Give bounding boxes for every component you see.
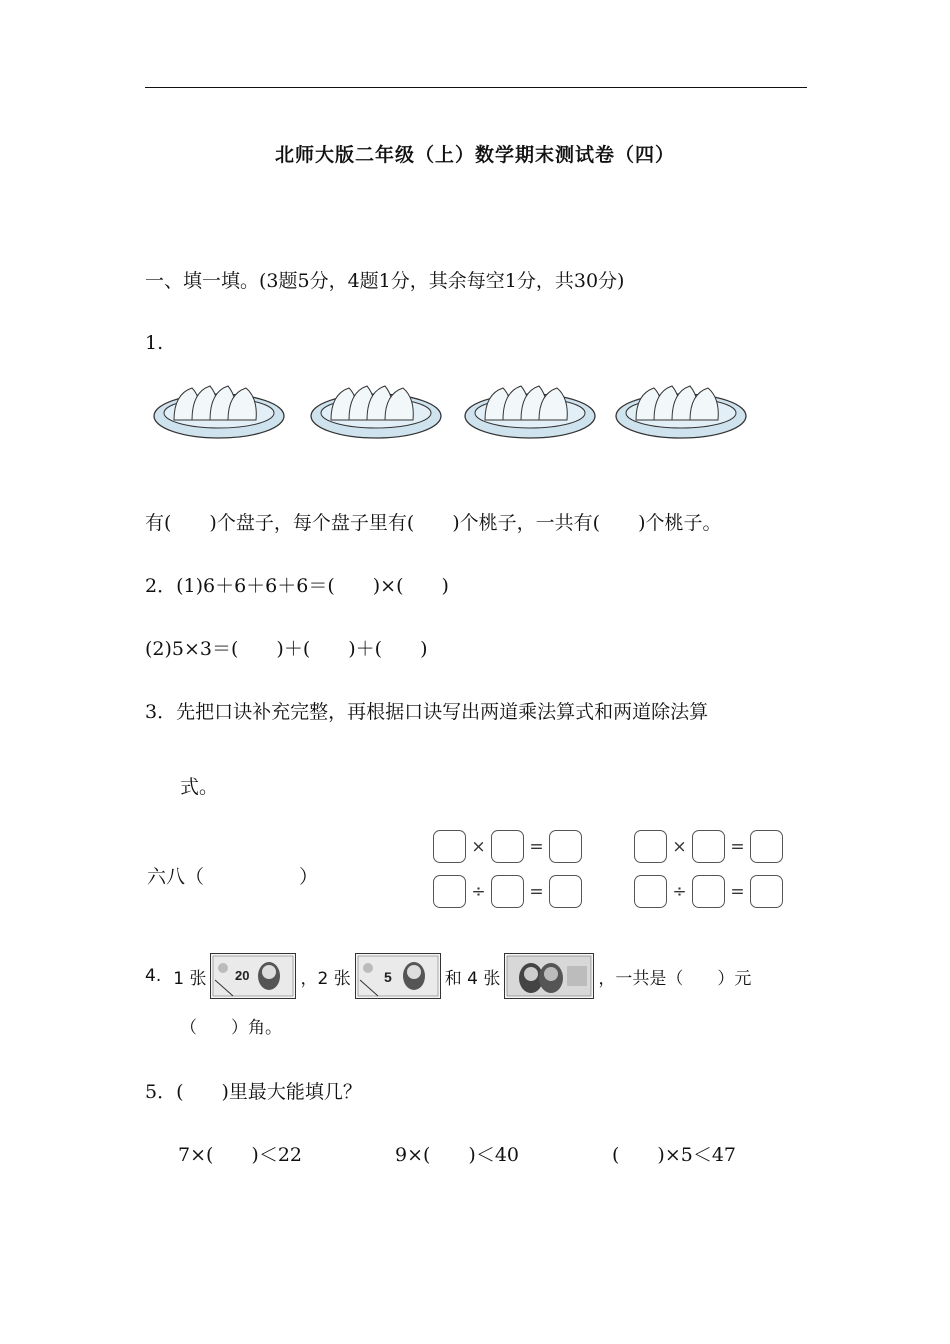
times-sign: × [672,836,687,857]
question-1-text: 有( )个盘子，每个盘子里有( )个桃子，一共有( )个桃子。 [145,512,722,534]
section-heading: 一、填一填。(3题5分，4题1分，其余每空1分，共30分) [145,270,625,292]
answer-box[interactable] [433,875,466,908]
banknote-5-jiao [504,953,594,999]
question-4-number: 4. [145,966,162,986]
answer-box[interactable] [692,875,725,908]
question-2-part-2: (2)5×3＝( )＋( )＋( ) [145,638,428,660]
banknote-5-yuan [355,953,441,999]
equals-sign: = [730,881,745,902]
answer-box[interactable] [750,830,783,863]
banknote-value: 5 [383,969,392,985]
answer-box[interactable] [491,830,524,863]
divide-sign: ÷ [471,881,486,902]
page-title: 北师大版二年级（上）数学期末测试卷（四） [274,144,675,166]
answer-box[interactable] [433,830,466,863]
plate-with-peaches [463,380,598,442]
question-4-text-d: ，一共是（ ）元 [598,968,752,989]
answer-box[interactable] [549,830,582,863]
question-2-part-1: 2．(1)6＋6＋6＋6＝( )×( ) [145,575,449,597]
banknote-value: 20 [235,968,250,983]
answer-box[interactable] [634,875,667,908]
question-4-continued: （ ）角。 [180,1018,282,1038]
equals-sign: = [529,881,544,902]
multiplication-verse: 六八（ ） [147,866,319,888]
plate-with-peaches [309,380,444,442]
inequality-item: ( )×5＜47 [612,1144,737,1166]
equation-group-right [634,828,783,918]
plate-with-peaches [614,380,749,442]
question-4-text-a: 1 张 [173,968,207,989]
inequality-item: 7×( )＜22 [178,1144,303,1166]
question-3-text-continued: 式。 [180,776,219,798]
header-rule [145,87,807,88]
divide-sign: ÷ [672,881,687,902]
equals-sign: = [529,836,544,857]
question-4-text-c: 和 4 张 [444,968,501,989]
answer-box[interactable] [634,830,667,863]
answer-box[interactable] [491,875,524,908]
question-4-line [145,952,751,1000]
answer-box[interactable] [549,875,582,908]
question-3-text: 3．先把口诀补充完整，再根据口诀写出两道乘法算式和两道除法算 [145,701,709,723]
question-4-text-b: ，2 张 [300,968,351,989]
banknote-20-yuan [210,953,296,999]
answer-box[interactable] [750,875,783,908]
answer-box[interactable] [692,830,725,863]
equation-group-left [433,828,582,918]
question-1-number: 1. [145,332,164,354]
plate-with-peaches [152,380,287,442]
question-5-text: 5．( )里最大能填几？ [145,1081,362,1103]
equals-sign: = [730,836,745,857]
inequality-item: 9×( )＜40 [395,1144,520,1166]
plates-illustration [152,380,752,442]
times-sign: × [471,836,486,857]
